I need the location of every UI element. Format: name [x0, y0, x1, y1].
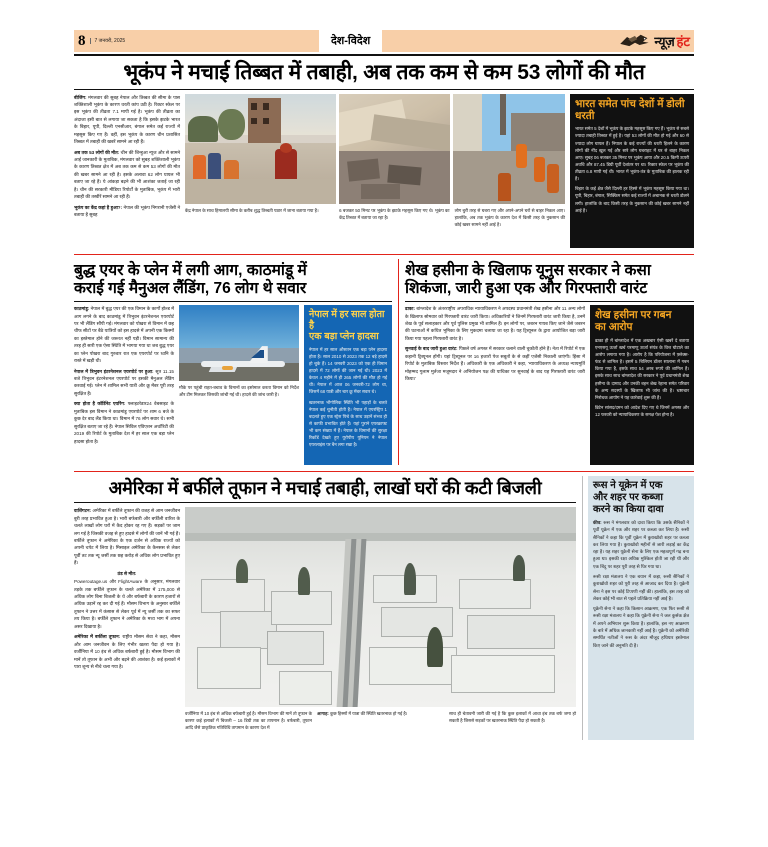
ukraine-para-1: कीव: रूस ने मंगलवार को दावा किया कि उसके सैनिकों ने पूर्वी यूक्रेन में एक और शहर पर कब्जा कर लिया है। रूसी सैनिकों ने कहा कि पूर्वी यूक्रेन में कुराखोवो शहर पर कब्जा कर लिया गया है। कुराखोवो महीनों से जारी लड़ाई का केंद्र रहा है। यह शहर यूक्रेनी सेना के लिए एक महत्वपूर्ण गढ़ बना हुआ था। इसकी रक्षा अधिक मुश्किल होती जा रही थी और एक बिंदु पर शहर पूरी तरह से घिर गया था।: [593, 520, 689, 569]
logo-text-accent: हंट: [676, 34, 690, 49]
hasina-sidebar: [590, 305, 694, 465]
storm-para-1: वाशिंगटन: अमेरिका में बर्फीले तूफान की वजह से आम जनजीवन बुरी तरह प्रभावित हुआ है। भारी बर्फबारी और बर्फीली वारिश के चलते लाखों लोग घरों में कैद होकर रह गए हैं। सड़कों पर जाम लग गई है जिसकी वजह से हुए हादसे में लोगों की जानें भी गई हैं। बर्फीले तूफान ने अमेरिका के एक दर्जन से अधिक राज्यों को अपनी चपेट में लिया है। मिसाइल अमेरिका के कैनसस से लेकर पूर्वी तट तक न्यू जर्सी तक छह करोड़ से अधिक लोग प्रभावित हुए हैं।: [74, 508, 180, 566]
hasina-blackbox-text-2: ब्रिटेन सांसद/दमन को आदेश दिए गए थे जिनमें अगस्त और 12 फरवरी को न्यायाधिकरण के समक्ष पेश होना है।: [595, 404, 689, 418]
plane-dateline: काठमांडू:: [74, 306, 90, 312]
earthquake-dateline: बीजिंग:: [74, 94, 87, 100]
folio-block: [74, 30, 129, 52]
plane-caption: मौके पर पहुंची राहत-बचाव के विमानों का इस्तेमाल करता विमान को निर्देश और टीम मिलकर जिसकी जांची गई थी। हादसे की जांच जारी है।: [179, 385, 299, 398]
earthquake-caption-2: 6 बजकर 50 मिनट पर भूकंप के झटके महसूस किए गए थे। भूकंप का केंद्र तिब्बत में बताया जा रहा है।: [339, 207, 450, 220]
plane-sub-2: क्या होता है कॉर्डिनेट एयरिंग:: [74, 401, 126, 407]
plane-sub-1: नेपाल में त्रिभुवन इंटरनेशनल एयरपोर्ट पर हुआ:: [74, 368, 154, 374]
divider-1: [74, 254, 694, 255]
storm-photo-block: [185, 507, 576, 731]
hasina-text-column: [405, 305, 585, 465]
story-plane: [74, 259, 398, 466]
ukraine-dateline: कीव:: [593, 520, 602, 526]
row-two: [74, 259, 694, 466]
eagle-icon: [618, 32, 652, 50]
hasina-sub-1: सुनवाई के बाद जारी हुआ वारंट:: [405, 346, 458, 352]
ukraine-para-3: यूक्रेनी सेना ने कहा कि किसान आक्रमण, एक फिर रूसी से रूसी रक्षा मंत्रालय ने कहा कि यूक्रेनी सेना ने जल कुर्सक क्षेत्र में अपने अभियान शुरू किया है। हालांकि, इस नए आक्रमण के बारे में अधिक जानकारी नहीं आई है। यूक्रेनी को अमेरिकी समर्थित नतीजों ने रूस के अंदर मौजूद हथियार इस्तेमाल किए जाने की अनुमति दी है।: [593, 606, 689, 648]
plane-para-3: क्या होता है कॉर्डिनेट एयरिंग: फ्लाइटरेडार24 वेबसाइट के मुताबिक इस विमान ने काठमांडू एयरपोर्ट पर शाम 6 बजे के कुछ देर बाद लैंड किया था। विमान में 76 लोग सवार थे। सभी सुरक्षित बताए जा रहे हैं। नेपाल सिविल एविएशन अथॉरिटी की 2019 की रिपोर्ट के मुताबिक देश में हर साल एक बड़ा प्लेन हादसा होता है।: [74, 401, 174, 444]
plane-headline: बुद्ध एयर के प्लेन में लगी आग, काठमांडू में कराई गई मैनुअल लैंडिंग, 76 लोग थे सवार: [74, 261, 307, 297]
earthquake-caption-1: केंद्र नेपाल के साथ हिमालयी सीमा के करीब शुद्ध तिब्बती पठार में जाना बताया गया है।: [185, 207, 319, 213]
earthquake-text-column: [74, 94, 180, 248]
plane-para-1: काठमांडू: नेपाल में बुद्ध एयर की एक विमान के कार्गो होल्ड में आग लगने के बाद काठमांडू में त्रिभुवन इंटरनेशनल एयरपोर्ट पर भी लैंडिंग सौंपी गई। मंगलवार को पोखरा से विमान में छह चीफ सीटों पर बैठे यात्रियों को इस हादसे में अपनी एक किस्मों का इस्तेमाल होने की जरूरत नहीं पड़ी। विमान सामान्य की तरह ही सारी एक ऐसा स्थिति में भागया गया था जब बुद्ध एयर का प्लेन पोखरा बाद गुरुवार रात एक एयरपोर्ट पर ध्वनि के रास्ते में खड़ी थी।: [74, 306, 174, 364]
hasina-dateline: ढाका:: [405, 306, 416, 312]
plane-rule: [74, 301, 392, 302]
story-storm: [74, 476, 582, 740]
ukraine-box: [588, 476, 694, 740]
plane-para-2: नेपाल में त्रिभुवन इंटरनेशनल एयरपोर्ट पर हुआ: सूत्र 11.15 बजे त्रिभुवन इंटरनेशनल एयरपोर्ट पर इसकी मैनुअल लैंडिंग करवाई गई। प्लेन में शामिल सभी यात्री और क्रू मेंबर पूरी तरह सुरक्षित हैं।: [74, 368, 174, 396]
plane-photo: [179, 305, 299, 381]
earthquake-sub-2: भूकंप का केंद्र कहां है हुआ?:: [74, 204, 123, 210]
plane-bluebox-headline: नेपाल में हर साल होता है एक बड़ा प्लेन हादसा: [309, 309, 385, 343]
earthquake-sidebar-headline: भारत समेत पांच देशों में डोली धरती: [575, 97, 685, 122]
earthquake-rule: [74, 89, 694, 90]
masthead: [74, 30, 694, 52]
hasina-blackbox-headline: शेख हसीना पर गबन का आरोप: [595, 309, 672, 334]
storm-text-column: [74, 507, 180, 731]
page-number: 8: [78, 32, 86, 49]
earthquake-para-2: अब तक 53 लोगों की मौत: चीन की शिन्हुआ न्यूज और से सामने आई जानकारी के मुताबिक, मंगलवार को सुबह शक्तिशाली भूकंप के कारण तिब्बत क्षेत्र में अब तक कम से कम 53 लोगों की मौत की खबर सामने आ रही है। इसके अलावा 62 लोग घायल भी बताए जा रहे हैं। ये आंकड़ा बढ़ने की भी आशंका जताई जा रही है। चीन की सरकारी मीडिया रिपोर्टों के मुताबिक, भूकंप में भारी तबाही की तस्वीरें सामने आ रही हैं।: [74, 149, 180, 200]
page-sheet: [74, 30, 694, 820]
earthquake-sidebar-text-2: बिहार के कई क्षेत्र जैसे दिल्ली हर हिस्से में भूकंप महसूस किया गया था। यूपी, बिहार, बंगाल, सिक्किम समेत कई राज्यों में अचानक से धरती डोलने लगी। हालांकि के बाद किसी तरह के नुकसान की कोई खबर सामने नहीं आई है।: [575, 186, 689, 213]
earthquake-photo-1: [185, 94, 336, 204]
issue-date: 7 जनवरी, 2025: [90, 38, 126, 44]
plane-bluebox-wrap: [304, 305, 392, 465]
storm-para-2: Poweroutage.us और FlightAware के अनुसार, मंगलवार तड़के तक बर्फीले तूफान के चलते अमेरिका में 175,000 से अधिक लोग बिना बिजली के थे और बर्फबारी के कारण हजारों से अधिक उड़ानें रद्द कर दी गई हैं। मौसम विभाग के अनुसार बर्फीले तूफान ने उत्तर में कंसास से लेकर पूर्व में न्यू जर्सी तक का सफर तय किया है। बर्फीले तूफान ने अमेरिका के मध्य भाग में अपना असर दिखाया है।: [74, 579, 180, 629]
earthquake-headline: भूकंप ने मचाई तिब्बत में तबाही, अब तक कम से कम 53 लोगों की मौत: [123, 61, 645, 84]
earthquake-photo-2: [339, 94, 451, 204]
hasina-para-2: सुनवाई के बाद जारी हुआ वारंट: पिछले वर्ष अगस्त में सरकार चलाने वाली चुकौती होने हैं। नेता में रिपोर्ट में एक कहानी ट्रिब्यूनल होंगी। यहां ट्रिब्यूनल पर 16 हजारों पेज सबूतों के से कहीं एजेंसी निकाली जाएंगी। हिंसा में रिपोर्ट के मुताबिक विस्तार निर्देश हैं। अधिकारी के एक अधिकारी ने कहा, 'न्यायाधिकरण के अध्यक्ष न्यायमूर्ति मोहम्मद गुलाम मुर्तजा मजूमदार ने अभियोजन पक्ष की याचिका पर सुनवाई के बाद यह गिरफ्तारी वारंट जारी किया।': [405, 346, 586, 382]
storm-caption-1: वर्जीनिया में 10 इंच से अधिक बर्फबारी हुई है। मौसम विभाग की मानें तो तूफान के कारण कई इलाकों में बिजली – 16 डिग्री तक का तापमान है। बर्फबारी, तूफान आदि जैसे प्राकृतिक गतिविधि तापमान के कारण देश में: [185, 711, 312, 731]
row-three: [74, 476, 694, 740]
storm-rule: [74, 502, 576, 503]
earthquake-sidebar-box: [570, 94, 694, 248]
plane-bluebox-text-1: नेपाल में हर साल औसतन एक बड़ा प्लेन हादसा होता है। साल 2010 से 2023 तक 12 बड़े हादसे हो चुके हैं। 14 जनवरी 2023 को एक ही विमान हादसे में 72 लोगों की जान गई थी। 2023 में केवल 4 महीने में ही 265 लोगों की मौत हो गई थी। नेपाल में आज 06 जनवरी-72 लोग था, जिसमें 68 यात्री और चार क्रू मेंबर सवार थे।: [309, 346, 387, 395]
storm-sub-1: ठंड से मौत:: [117, 570, 137, 576]
hasina-para-1: ढाका: बांग्लादेश के अंतरराष्ट्रीय अपराधिक न्यायाधिकरण ने अपदस्थ प्रधानमंत्री शेख हसीना और 11 अन्य लोगों के खिलाफ सोमवार को गिरफ्तारी वारंट जारी किया। अधिकारियों ने जिनमें गिरफ्तारी वारंट जारी किया है, उनमें शेख के पूर्व सलाहकार और पूर्व पुलिस प्रमुख भी शामिल हैं। इन लोगों पर, जबरन गायब किए जाने जैसे जबरन की घटनाओं में कथित भूमिका के लिए मुकदमा चलाया जा रहा है। यह ट्रिब्यूनल के द्वारा आयोजित बड़ा जारी किया गया पहला गिरफ्तारी वारंट है।: [405, 306, 585, 341]
plane-text-column: [74, 305, 174, 465]
storm-caption-3: साथ ही चेतावनी जारी की गई है कि कुछ इलाकों में आधा इंच तक बर्फ जमा हो सकती है जिससे सड़कों पर खतरनाक स्थिति पैदा हो सकती है।: [449, 711, 576, 724]
earthquake-sub-1: अब तक 53 लोगों की मौत:: [74, 149, 120, 155]
story-earthquake: [74, 61, 694, 248]
storm-photo: [185, 507, 576, 707]
section-title: देश-विदेश: [330, 35, 371, 47]
storm-headline: अमेरिका में बर्फीले तूफान ने मचाई तबाही, लाखों घरों की कटी बिजली: [108, 478, 542, 499]
hasina-blackbox: [590, 305, 694, 465]
earthquake-para-1: बीजिंग: मंगलवार की सुबह नेपाल और तिब्बत की सीमा के पास शक्तिशाली भूकंप के कारण धरती कांप उठी है। रिक्टर स्केल पर इस भूकंप की तीव्रता 7.1 मापी गई है। भूकंप की तीव्रता का अंदाजा इसी बात से लगाया जा सकता है कि इसके झटके भारत के बिहार, यूपी, दिल्ली एनसीआर, बंगाल समेत कई राज्यों में महसूस किए गए हैं। वहीं, इस भूकंप के कारण चीन प्रशासित तिब्बत में तबाही की खबरें सामने आ रही हैं।: [74, 94, 180, 145]
masthead-band-left: [129, 30, 319, 52]
hasina-headline: शेख हसीना के खिलाफ यूनुस सरकार ने कसा शिकंजा, जारी हुआ एक और गिरफ्तारी वारंट: [405, 261, 651, 297]
earthquake-sidebar: [570, 94, 694, 248]
earthquake-photo-block: [185, 94, 565, 248]
earthquake-caption-3: लोग बुरी तरह से घबरा गए और अपने-अपने घरों से बाहर निकल आए। हालांकि, अब तक भूकंप के कारण देश में किसी तरह के नुकसान की कोई खबर सामने नहीं आई है।: [454, 207, 566, 227]
hasina-rule: [405, 301, 694, 302]
ukraine-headline: रूस ने यूक्रेन में एक और शहर पर कब्जा करने का किया दावा: [593, 480, 664, 516]
newspaper-logo: [572, 30, 694, 52]
plane-photo-block: [179, 305, 299, 465]
plane-bluebox-text-2: खतरनाक भौगोलिक स्थिति भी पहाड़ों के चलते नेपाल कई चुनौती होती है। नेपाल में एयरस्ट्रिप 1 बदलते हुए एक स्ट्रेस पिचे के साथ उड़ानें संभव ही से काफी प्रभावित होते हैं। यहां पुराने एयरक्राफ्ट भी कम संख्या में हैं। नेपाल के विमानों की सुरक्षा रिकॉर्ड देखते हुए यूरोपीय यूनियन ने नेपाल एयरलाइंस पर बैन लगा रखा है।: [309, 399, 387, 448]
ukraine-para-2: रूसी रक्षा मंत्रालय ने एक बयान में कहा, रूसी सैनिकों ने कुराखोवो शहर को पूरी तरह से आजाद कर दिया है। यूक्रेनी सेना ने इस पर कोई टिप्पणी नहीं की। हालांकि, इस तरह को लेकर कोई भी बात से पहले प्रतिक्रिया नहीं आई है।: [593, 574, 689, 601]
plane-bluebox: [304, 305, 392, 465]
divider-2: [74, 471, 694, 472]
earthquake-para-3: भूकंप का केंद्र कहां है हुआ?: नेपाल की भूकंप निगरानी एजेंसी ने बताया है सुबह: [74, 204, 180, 218]
storm-sub-2: अमेरिका में बर्फीला तूफान:: [74, 634, 121, 640]
earthquake-sidebar-text-1: भारत समेत 5 देशों में भूकंप के झटके महसूस किए गए हैं। भूकंप से सबसे ज्यादा तबाही तिब्बत में हुई है। यहां 53 लोगों की मौत हो गई और 60 से ज्यादा लोग घायल हैं। निपाल के कई राज्यों की धरती हिलने के कारण लोगों की नींद खुल गई और सारे लोग घबराहट में घर से बाहर निकल आए। सुबह 06 बजकर 35 मिनट पर भूकंप आया और 20.5 किमी ऊपरी अवधि और 87.45 डिग्री पूर्वी देशांतर पर था। रिक्टर स्केल पर भूकंप की तीव्रता 6.8 मापी गई थी। भारत में भूकंप-तंत्र के मुताबिक की झलक रही है।: [575, 126, 689, 182]
masthead-band-right: [382, 30, 572, 52]
earthquake-photo-3: [453, 94, 565, 204]
masthead-rule: [74, 54, 694, 56]
story-hasina: [399, 259, 694, 466]
story-ukraine: [583, 476, 694, 740]
storm-para-3: अमेरिका में बर्फीला तूफान: राष्ट्रीय मौसम सेवा ने कहा, मौसम और आम जनजीवन के लिए गंभीर खतरा पैदा हो गया है। वर्जीनिया में 10 इंच से अधिक बर्फबारी हुई है। मौसम विभाग की मानें तो तूफान के अभी और बढ़ने की आशंका है। कई इलाकों में पारा शून्य से नीचे चला गया है।: [74, 634, 180, 669]
storm-caption-2: आगाह: कुछ हिस्सों में यात्रा की स्थिति खतरनाक हो गई है।: [317, 711, 408, 717]
storm-dateline: वाशिंगटन:: [74, 508, 92, 514]
hasina-blackbox-text-1: ढाका ही में बांग्लादेश में एक अखबार ऐसी खबरें दे बताया एनएसयू ऊर्जा खर्च परमाणु ऊर्जा संयंत्र के वित्त घोटाले का आरोप लगाया गया है। आरोप है कि परियोजना में फ़्लेक्स-फंड से शामिल है। इसमें 5 बिलियन डॉलर सालाना में गबन किया गया है, इसके साथ 54 अरब रुपये की शामिल है। इसके साथ साथ बांग्लादेश की सरकार ने पूर्व प्रधानमंत्री शेख हसीना के दामाद और उनकी बहन शेख रेहाना समेत परिवार के अन्य सदस्यों के खिलाफ भी जांच की है। भ्रष्टाचार निरोधक आयोग ने यह कार्रवाई शुरू की है।: [595, 337, 689, 400]
logo-text-primary: न्यूज़: [654, 34, 675, 49]
